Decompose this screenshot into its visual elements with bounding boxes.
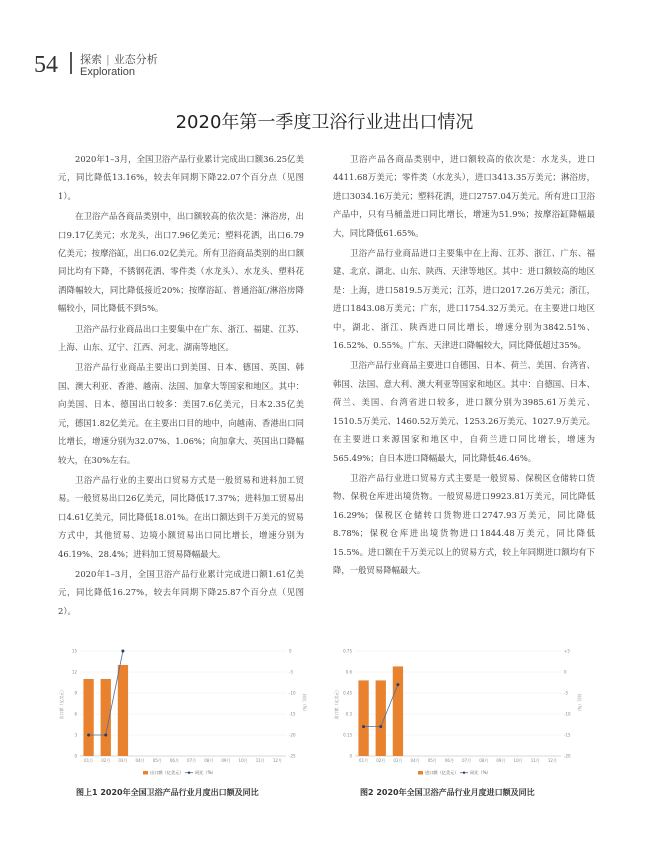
paragraph: 卫浴产品各商品类别中，进口额较高的依次是：水龙头，进口4411.68万美元；零件类（水龙头），进口3413.35万美元；淋浴房，进口3034.16万美元；塑料花洒，进口2757.04万美元。所有进口卫浴产品中，只有马桶盖进口同比增长，增速为51.9%；按摩浴缸降幅最大，同比降低61.65%。 bbox=[333, 154, 595, 238]
bar bbox=[118, 665, 128, 756]
x-tick-label: 10月 bbox=[238, 758, 248, 763]
y2-tick-label: -15 bbox=[564, 732, 571, 738]
import-chart-svg bbox=[333, 645, 583, 780]
bar bbox=[358, 680, 368, 756]
x-tick-label: 08月 bbox=[204, 758, 214, 763]
x-tick-label: 02月 bbox=[101, 758, 111, 763]
paragraph: 卫浴产品行业进口贸易方式主要是一般贸易、保税区仓储转口货物、保税仓库进出境货物。一般贸易进口9923.81万美元，同比降低16.29%；保税区仓储转口货物进口2747.93万美元，同比降低8.78%；保税仓库进出境货物进口1844.48万美元，同比降低15.5%。进口额在千万美元以上的贸易方式，较上年同期进口额均有下降，一般贸易降幅最大。 bbox=[333, 472, 595, 575]
x-tick-label: 09月 bbox=[221, 758, 231, 763]
y-tick-label: 0.3 bbox=[345, 711, 352, 717]
legend-line-marker bbox=[463, 772, 465, 774]
y2-tick-label: -25 bbox=[289, 753, 296, 759]
x-tick-label: 11月 bbox=[530, 758, 540, 763]
x-tick-label: 04月 bbox=[410, 758, 420, 763]
section-label: 探索 bbox=[80, 53, 102, 66]
legend-bar-swatch bbox=[418, 771, 423, 775]
x-tick-label: 05月 bbox=[427, 758, 437, 763]
y2-tick-label: -10 bbox=[289, 690, 296, 696]
y2-tick-label: -5 bbox=[289, 669, 293, 675]
header-separator: | bbox=[106, 53, 110, 66]
y2-tick-label: -5 bbox=[564, 690, 568, 696]
legend-bar-label: 出口额（亿美元） bbox=[150, 770, 184, 775]
x-tick-label: 07月 bbox=[462, 758, 472, 763]
paragraph: 卫浴产品行业商品进口主要集中在上海、江苏、浙江、广东、福建、北京、湖北、山东、陕西、天津等地区。其中：进口额较高的地区是：上海，进口5819.5万美元；江苏，进口2017.26万美元；浙江，进口1843.08万美元；广东，进口1754.32万美元。在主要进口地区中，湖北、浙江、陕西进口同比增长，增速分别为3842.51%、16.52%、0.55%。广东、天津进口降幅较大，同比降低超过35%。 bbox=[333, 248, 595, 351]
y-tick-label: 0.15 bbox=[343, 732, 352, 738]
line-point bbox=[396, 683, 399, 686]
y-tick-label: 0.45 bbox=[343, 690, 352, 696]
figure-1-caption: 图上1 2020年全国卫浴产品行业月度出口额及同比 bbox=[76, 788, 259, 797]
bar bbox=[393, 666, 403, 756]
x-tick-label: 10月 bbox=[513, 758, 523, 763]
y-tick-label: 12 bbox=[71, 669, 77, 675]
y-tick-label: 0.75 bbox=[343, 648, 352, 654]
y2-tick-label: +5 bbox=[564, 648, 570, 654]
y-tick-label: 3 bbox=[74, 732, 77, 738]
figure-2-caption: 图2 2020年全国卫浴产品行业月度进口额及同比 bbox=[360, 788, 535, 797]
export-chart-svg bbox=[58, 645, 308, 780]
y2-axis-title: 同比（%） bbox=[577, 693, 582, 714]
y2-axis-title: 同比（%） bbox=[302, 693, 307, 714]
x-tick-label: 06月 bbox=[169, 758, 179, 763]
left-column bbox=[58, 150, 304, 622]
y-tick-label: 15 bbox=[71, 648, 77, 654]
x-tick-label: 09月 bbox=[496, 758, 506, 763]
x-tick-label: 04月 bbox=[135, 758, 145, 763]
header-divider bbox=[70, 52, 72, 74]
export-chart bbox=[58, 645, 308, 780]
subsection-label: 业态分析 bbox=[113, 53, 158, 66]
x-tick-label: 08月 bbox=[479, 758, 489, 763]
y2-tick-label: 0 bbox=[289, 648, 292, 654]
line-point bbox=[379, 725, 382, 728]
paragraph: 卫浴产品行业商品主要出口到美国、日本、德国、英国、韩国、澳大利亚、香港、越南、法国、加拿大等国家和地区。其中：向美国、日本、德国出口较多：美国7.6亿美元，日本2.35亿美元，德国1.82亿美元。在主要出口目的地中，向越南、香港出口同比增长，增速分别为32.07%、1.06%；向加拿大、英国出口降幅较大，在30%左右。 bbox=[58, 362, 304, 465]
section-english: Exploration bbox=[80, 66, 136, 78]
y2-tick-label: -15 bbox=[289, 711, 296, 717]
x-tick-label: 07月 bbox=[187, 758, 197, 763]
y-tick-label: 0.6 bbox=[345, 669, 352, 675]
x-tick-label: 06月 bbox=[444, 758, 454, 763]
y2-tick-label: -20 bbox=[564, 753, 571, 759]
x-tick-label: 05月 bbox=[152, 758, 162, 763]
article-title: 2020年第一季度卫浴行业进出口情况 bbox=[175, 112, 474, 133]
y-tick-label: 0 bbox=[74, 753, 77, 759]
header-section bbox=[80, 51, 158, 67]
y-tick-label: 0 bbox=[349, 753, 352, 759]
paragraph: 2020年1–3月，全国卫浴产品行业累计完成出口额36.25亿美元，同比降低13.16%，较去年同期下降22.07个百分点（见图1）。 bbox=[58, 154, 304, 201]
x-tick-label: 01月 bbox=[84, 758, 94, 763]
legend-line-marker bbox=[188, 772, 190, 774]
line-point bbox=[121, 650, 124, 653]
x-tick-label: 01月 bbox=[359, 758, 369, 763]
bar bbox=[83, 679, 93, 756]
paragraph: 卫浴产品行业的主要出口贸易方式是一般贸易和进料加工贸易。一般贸易出口26亿美元，同比降低17.37%；进料加工贸易出口4.61亿美元，同比降低18.01%。在出口额达到千万美元的贸易方式中，其他贸易、边境小额贸易出口同比增长，增速分别为46.19%、28.4%；进料加工贸易降幅最大。 bbox=[58, 474, 304, 559]
right-column bbox=[333, 150, 595, 581]
paragraph: 在卫浴产品各商品类别中，出口额较高的依次是：淋浴房，出口9.17亿美元；水龙头，出口7.96亿美元；塑料花洒，出口6.79亿美元；按摩浴缸，出口6.02亿美元。所有卫浴商品类别的出口额同比均有下降，不锈钢花洒、零件类（水龙头）、水龙头、塑料花洒降幅较大，同比降低接近20%；按摩浴缸、普通浴缸/淋浴房降幅较小，同比降低不到5%。 bbox=[58, 211, 304, 314]
page-number: 54 bbox=[34, 52, 58, 78]
y-axis-title: 进口额（亿美元） bbox=[334, 687, 339, 720]
x-tick-label: 11月 bbox=[255, 758, 265, 763]
y-tick-label: 9 bbox=[74, 690, 77, 696]
line-point bbox=[104, 734, 107, 737]
paragraph: 2020年1–3月，全国卫浴产品行业累计完成进口额1.61亿美元，同比降低16.27%，较去年同期下降25.87个百分点（见图2）。 bbox=[58, 568, 304, 616]
y2-tick-label: -20 bbox=[289, 732, 296, 738]
y-tick-label: 6 bbox=[74, 711, 77, 717]
paragraph: 卫浴产品行业商品主要进口自德国、日本、荷兰、美国、台湾省、韩国、法国、意大利、澳大利亚等国家和地区。其中：自德国、日本、荷兰、美国、台湾省进口较多，进口额分别为3985.61万美元、1510.5万美元、1460.52万美元、1253.26万美元、1027.9万美元。在主要进口来源国家和地区中，自荷兰进口同比增长，增速为565.49%；自日本进口降幅最大，同比降低46.46%。 bbox=[333, 360, 595, 463]
legend-line-label: 同比（%） bbox=[470, 770, 491, 775]
line-point bbox=[87, 734, 90, 737]
x-tick-label: 03月 bbox=[393, 758, 403, 763]
legend-line-label: 同比（%） bbox=[195, 770, 216, 775]
x-tick-label: 12月 bbox=[547, 758, 557, 763]
line-point bbox=[362, 725, 365, 728]
x-tick-label: 02月 bbox=[376, 758, 386, 763]
y2-tick-label: 0 bbox=[564, 669, 567, 675]
x-tick-label: 03月 bbox=[118, 758, 128, 763]
paragraph: 卫浴产品行业商品出口主要集中在广东、浙江、福建、江苏、上海、山东、辽宁、江西、河北、湖南等地区。 bbox=[58, 323, 304, 353]
y2-tick-label: -10 bbox=[564, 711, 571, 717]
y-axis-title: 出口额（亿美元） bbox=[59, 687, 64, 720]
import-chart bbox=[333, 645, 583, 780]
legend-bar-swatch bbox=[143, 771, 148, 775]
legend-bar-label: 进口额（亿美元） bbox=[425, 770, 459, 775]
x-tick-label: 12月 bbox=[272, 758, 282, 763]
